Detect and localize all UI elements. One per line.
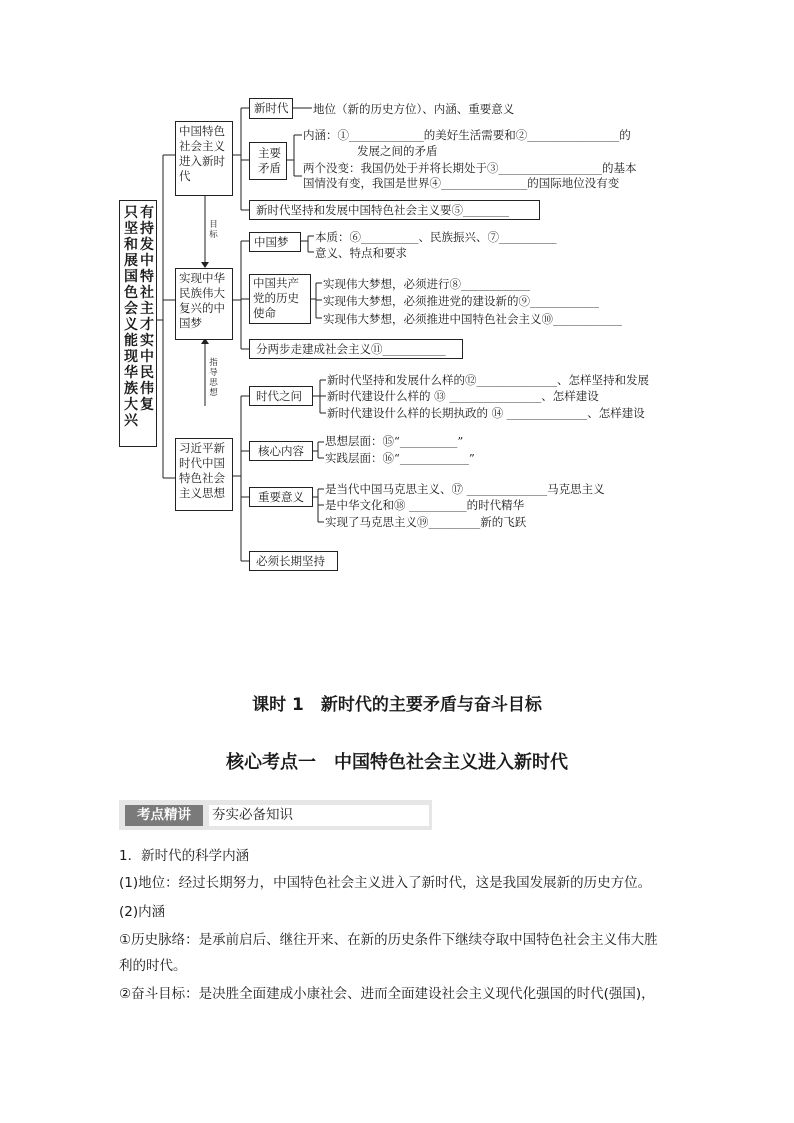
section-title: 核心考点一 中国特色社会主义进入新时代 [226, 752, 568, 773]
core-line2: 实践层面：⑯“____________” [325, 451, 475, 465]
body-paragraph: ①历史脉络：是承前启后、继往开来、在新的历史条件下继续夺取中国特色社会主义伟大胜 [119, 932, 658, 948]
era-question-line2: 新时代建设什么样的 ⑬ ________________、怎样建设 [327, 389, 599, 403]
contradiction-line4: 国情没有变，我国是世界④_______________的国际地位没有变 [303, 176, 620, 190]
era-question-line1: 新时代坚持和发展什么样的⑫______________、怎样坚持和发展 [327, 373, 649, 387]
node-mission-label: 中国共产党的历史使命 [253, 276, 299, 320]
contradiction-line2: 发展之间的矛盾 [357, 144, 438, 158]
lesson-title: 课时 1 新时代的主要矛盾与奋斗目标 [252, 695, 542, 715]
dream-line1: 本质：⑥__________、民族振兴、⑦__________ [315, 230, 557, 244]
node-new-era-label: 新时代 [254, 101, 289, 115]
root-col-left: 只坚和展国色会义能现华族大兴 [124, 205, 138, 429]
banner-label: 考点精讲 [125, 805, 203, 826]
section-banner [119, 800, 432, 830]
body-paragraph: (1)地位：经过长期努力，中国特色社会主义进入了新时代，这是我国发展新的历史方位。 [119, 875, 652, 891]
contradiction-line1: 内涵：①_____________的美好生活需要和②________________的 [303, 128, 631, 142]
node-long-term [249, 551, 338, 571]
body-paragraph: ②奋斗目标：是决胜全面建成小康社会、进而全面建设社会主义现代化强国的时代(强国)， [119, 986, 655, 1002]
node-contradiction-label: 主要矛盾 [258, 146, 281, 175]
branch-xi-thought [175, 438, 233, 511]
node-two-steps [249, 339, 463, 359]
node-significance [249, 487, 313, 507]
node-core-content-label: 核心内容 [258, 444, 304, 458]
node-dream [249, 232, 301, 252]
new-era-text: 地位（新的历史方位）、内涵、重要意义 [313, 102, 515, 116]
significance-line2: 是中华文化和⑱ __________的时代精华 [325, 498, 525, 512]
branch-chinese-dream [175, 268, 233, 340]
node-uphold [249, 200, 540, 220]
node-era-question-label: 时代之问 [256, 389, 302, 403]
root-col-right: 有持发中特社主才实中民伟复 [140, 205, 154, 413]
branch-new-era-label: 中国特色社会主义进入新时代 [179, 124, 225, 183]
era-question-line3: 新时代建设什么样的长期执政的 ⑭ ______________、怎样建设 [327, 406, 645, 420]
node-uphold-label: 新时代坚持和发展中国特色社会主义要⑤________ [256, 203, 509, 217]
mission-line3: 实现伟大梦想，必须推进中国特色社会主义⑩____________ [323, 312, 622, 326]
body-paragraph: 利的时代。 [119, 958, 187, 974]
node-era-question [249, 386, 313, 406]
contradiction-line3: 两个没变：我国仍处于并将长期处于③__________________的基本 [303, 161, 637, 175]
dream-line2: 意义、特点和要求 [315, 246, 407, 260]
mission-line2: 实现伟大梦想，必须推进党的建设新的⑨____________ [323, 294, 599, 308]
node-core-content [249, 441, 313, 461]
node-significance-label: 重要意义 [258, 490, 304, 504]
node-contradiction [249, 142, 287, 180]
branch-new-era [175, 121, 233, 196]
guide-arrow-label: 指导思想 [209, 358, 218, 398]
core-line1: 思想层面：⑮“__________” [325, 434, 464, 448]
node-dream-label: 中国梦 [254, 235, 289, 249]
node-two-steps-label: 分两步走建成社会主义⑪___________ [256, 342, 446, 356]
goal-arrow-label: 目标 [209, 220, 218, 240]
banner-subtitle: 夯实必备知识 [209, 805, 429, 826]
node-long-term-label: 必须长期坚持 [256, 554, 325, 568]
node-new-era [249, 98, 293, 119]
significance-line3: 实现了马克思主义⑲_________新的飞跃 [325, 515, 527, 529]
mission-line1: 实现伟大梦想，必须进行⑧____________ [323, 277, 530, 291]
body-heading: 1．新时代的科学内涵 [119, 848, 250, 864]
mindmap-root [119, 200, 157, 447]
significance-line1: 是当代中国马克思主义、⑰ ______________马克思主义 [325, 482, 605, 496]
branch-xi-thought-label: 习近平新时代中国特色社会主义思想 [179, 441, 225, 500]
body-paragraph: (2)内涵 [119, 904, 166, 920]
branch-chinese-dream-label: 实现中华民族伟大复兴的中国梦 [179, 271, 225, 330]
node-mission [249, 274, 311, 324]
